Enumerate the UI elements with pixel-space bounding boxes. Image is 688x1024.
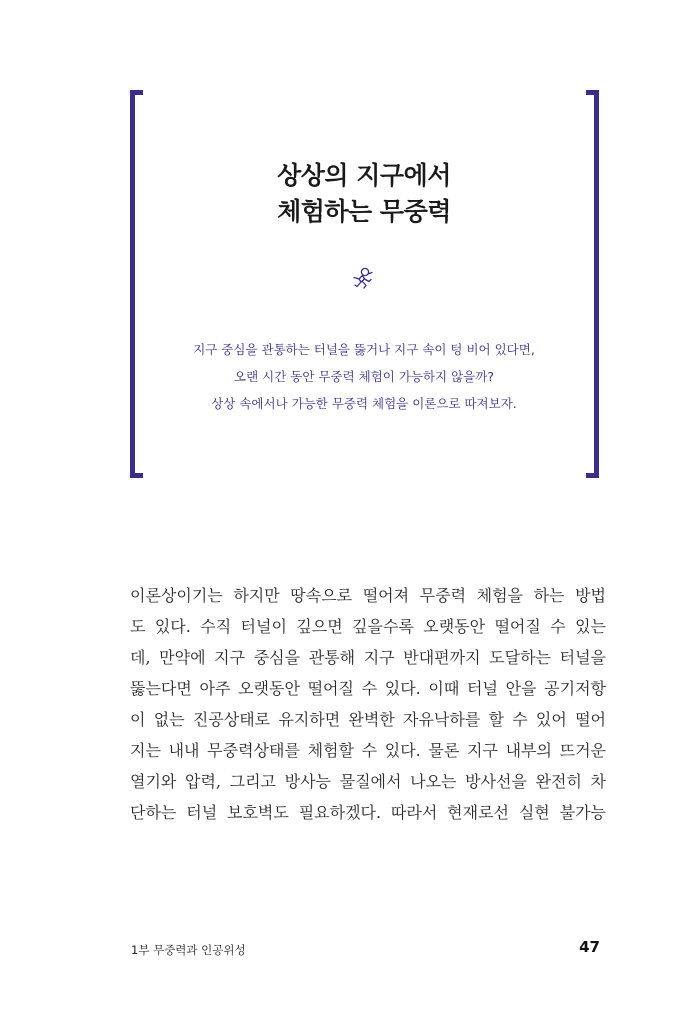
left-bracket xyxy=(130,90,143,478)
title-line-1: 상상의 지구에서 xyxy=(277,161,451,190)
bracket-tick-bottom xyxy=(586,473,599,478)
body-line: 도 있다. 수직 터널이 깊으면 깊을수록 오랫동안 떨어질 수 있는 xyxy=(130,617,606,636)
chapter-title xyxy=(150,158,578,230)
body-line: 데, 만약에 지구 중심을 관통해 지구 반대편까지 도달하는 터널을 xyxy=(130,648,606,667)
body-line: 지는 내내 무중력상태를 체험할 수 있다. 물론 지구 내부의 뜨거운 xyxy=(130,741,606,760)
bracket-tick-bottom xyxy=(130,473,143,478)
bracket-tick-top xyxy=(586,90,599,95)
intro-line-2: 오랜 시간 동안 무중력 체험이 가능하지 않을까? xyxy=(234,369,494,384)
bracket-bar xyxy=(130,90,135,478)
body-paragraph xyxy=(130,580,606,828)
body-line: 이 없는 진공상태로 유지하면 완벽한 자유낙하를 할 수 있어 떨어 xyxy=(130,710,606,729)
astronaut-icon xyxy=(350,266,378,292)
body-line: 단하는 터널 보호벽도 필요하겠다. 따라서 현재로선 실현 불가능 xyxy=(130,803,606,822)
body-line: 이론상이기는 하지만 땅속으로 떨어져 무중력 체험을 하는 방법 xyxy=(130,586,606,605)
running-footer-section: 1부 무중력과 인공위성 xyxy=(131,943,246,957)
right-bracket xyxy=(586,90,599,478)
bracket-tick-top xyxy=(130,90,143,95)
page-number: 47 xyxy=(579,938,600,956)
bracket-bar xyxy=(594,90,599,478)
body-line: 열기와 압력, 그리고 방사능 물질에서 나오는 방사선을 완전히 차 xyxy=(130,772,606,791)
title-line-2: 체험하는 무중력 xyxy=(277,197,451,226)
intro-line-1: 지구 중심을 관통하는 터널을 뚫거나 지구 속이 텅 비어 있다면, xyxy=(193,342,535,357)
intro-text xyxy=(150,336,578,417)
intro-line-3: 상상 속에서나 가능한 무중력 체험을 이론으로 따져보자. xyxy=(211,396,517,411)
body-line: 뚫는다면 아주 오랫동안 떨어질 수 있다. 이때 터널 안을 공기저항 xyxy=(130,679,606,698)
